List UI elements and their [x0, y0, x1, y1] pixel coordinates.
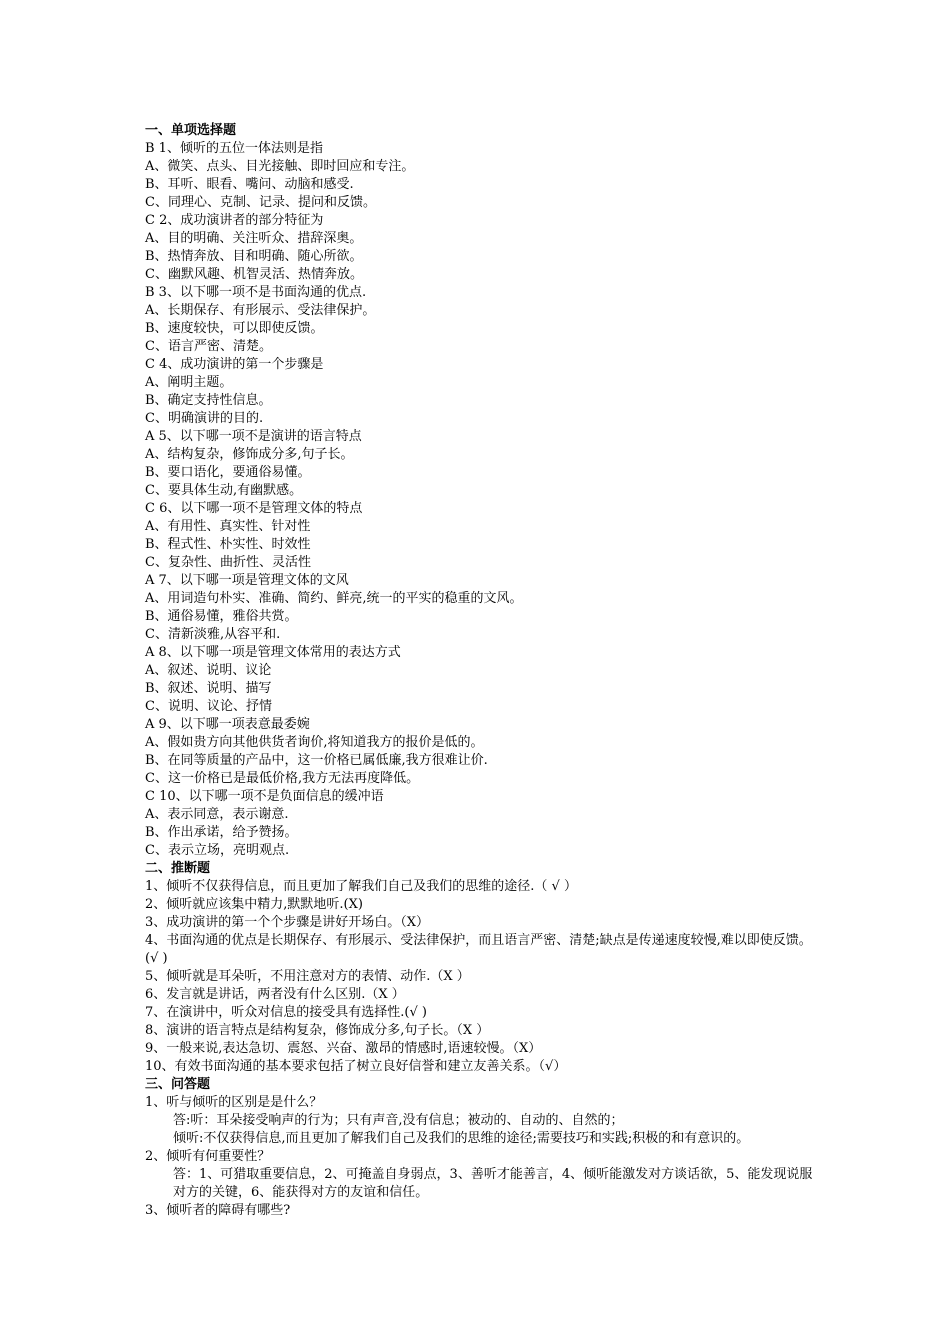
text-line: 7、在演讲中，听众对信息的接受具有选择性.(√ )	[145, 1005, 427, 1020]
text-line: A 5、以下哪一项不是演讲的语言特点	[145, 429, 362, 444]
text-line: A、用词造句朴实、准确、简约、鲜亮,统一的平实的稳重的文风。	[145, 591, 523, 606]
text-line: C、同理心、克制、记录、提问和反馈。	[145, 195, 376, 210]
text-line: C、语言严密、清楚。	[145, 339, 272, 354]
text-line: C、幽默风趣、机智灵活、热情奔放。	[145, 267, 363, 282]
text-line: C、说明、议论、抒情	[145, 699, 272, 714]
text-line: A、长期保存、有形展示、受法律保护。	[145, 303, 376, 318]
text-line: C 2、成功演讲者的部分特征为	[145, 213, 324, 228]
text-line: B 1、倾听的五位一体法则是指	[145, 141, 323, 156]
text-line: B、作出承诺，给予赞扬。	[145, 825, 298, 840]
text-line: 答：1、可猎取重要信息，2、可掩盖自身弱点，3、善听才能善言，4、倾听能激发对方谈话欲，5、能发现说服对方的关键，6、能获得对方的友谊和信任。	[173, 1167, 813, 1200]
text-line: C 6、以下哪一项不是管理文体的特点	[145, 501, 363, 516]
text-line: C、复杂性、曲折性、灵活性	[145, 555, 311, 570]
text-line: A、假如贵方向其他供货者询价,将知道我方的报价是低的。	[145, 735, 484, 750]
text-line: A、结构复杂，修饰成分多,句子长。	[145, 447, 354, 462]
text-line: B、通俗易懂，雅俗共赏。	[145, 609, 298, 624]
text-line: 9、一般来说,表达急切、震怒、兴奋、激昂的情感时,语速较慢。（X）	[145, 1041, 542, 1056]
text-line: 1、倾听不仅获得信息，而且更加了解我们自己及我们的思维的途径.（ √ ）	[145, 879, 577, 894]
text-line: 1、听与倾听的区别是是什么？	[145, 1095, 323, 1110]
text-line: B、耳听、眼看、嘴问、动脑和感受.	[145, 177, 354, 192]
document-body	[145, 122, 825, 1220]
section-heading: 三、问答题	[145, 1077, 211, 1092]
text-line: A 8、以下哪一项是管理文体常用的表达方式	[145, 645, 401, 660]
text-line: C、表示立场，亮明观点.	[145, 843, 290, 858]
text-line: A、表示同意，表示谢意.	[145, 807, 289, 822]
text-line: 答:听：耳朵接受响声的行为；只有声音,没有信息；被动的、自动的、自然的；	[173, 1113, 624, 1128]
text-line: 倾听:不仅获得信息,而且更加了解我们自己及我们的思维的途径;需要技巧和实践;积极的和有意识的。	[173, 1131, 750, 1146]
text-line: B、热情奔放、目和明确、随心所欲。	[145, 249, 363, 264]
text-line: 4、书面沟通的优点是长期保存、有形展示、受法律保护，而且语言严密、清楚;缺点是传递速度较慢,难以即使反馈。(√ )	[145, 933, 812, 966]
text-line: A、目的明确、关注听众、措辞深奥。	[145, 231, 363, 246]
text-line: C、清新淡雅,从容平和.	[145, 627, 281, 642]
text-line: 3、成功演讲的第一个个步骤是讲好开场白。（X）	[145, 915, 430, 930]
section-heading: 一、单项选择题	[145, 123, 237, 138]
text-line: A、阐明主题。	[145, 375, 233, 390]
text-line: C、这一价格已是最低价格,我方无法再度降低。	[145, 771, 420, 786]
text-line: B、要口语化，要通俗易懂。	[145, 465, 311, 480]
text-line: B、叙述、说明、描写	[145, 681, 272, 696]
text-line: C 4、成功演讲的第一个步骤是	[145, 357, 324, 372]
text-line: A 9、以下哪一项表意最委婉	[145, 717, 310, 732]
text-line: C 10、以下哪一项不是负面信息的缓冲语	[145, 789, 384, 804]
text-line: 3、倾听者的障碍有哪些?	[145, 1203, 291, 1218]
text-line: A、叙述、说明、议论	[145, 663, 272, 678]
section-heading: 二、推断题	[145, 861, 211, 876]
text-line: A、微笑、点头、目光接触、即时回应和专注。	[145, 159, 415, 174]
text-line: B 3、以下哪一项不是书面沟通的优点.	[145, 285, 367, 300]
text-line: B、在同等质量的产品中，这一价格已属低廉,我方很难让价.	[145, 753, 488, 768]
text-line: 8、演讲的语言特点是结构复杂，修饰成分多,句子长。（X ）	[145, 1023, 490, 1038]
text-line: 6、发言就是讲话，两者没有什么区别.（X ）	[145, 987, 405, 1002]
text-line: A、有用性、真实性、针对性	[145, 519, 311, 534]
text-line: B、速度较快，可以即使反馈。	[145, 321, 324, 336]
text-line: B、确定支持性信息。	[145, 393, 272, 408]
text-line: B、程式性、朴实性、时效性	[145, 537, 311, 552]
text-line: C、要具体生动,有幽默感。	[145, 483, 303, 498]
text-line: 2、倾听有何重要性？	[145, 1149, 271, 1164]
text-line: C、明确演讲的目的.	[145, 411, 264, 426]
text-line: 2、倾听就应该集中精力,默默地听.(X)	[145, 897, 363, 912]
text-line: 5、倾听就是耳朵听，不用注意对方的表情、动作.（X ）	[145, 969, 470, 984]
text-line: 10、有效书面沟通的基本要求包括了树立良好信誉和建立友善关系。（√）	[145, 1059, 567, 1074]
text-line: A 7、以下哪一项是管理文体的文风	[145, 573, 349, 588]
